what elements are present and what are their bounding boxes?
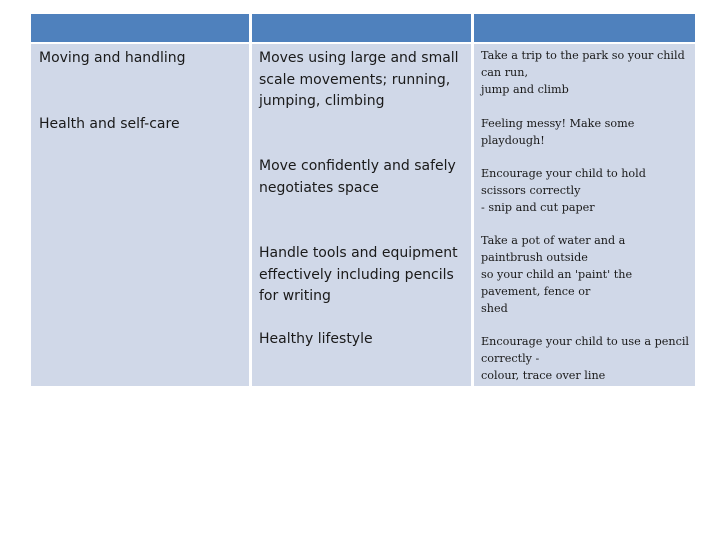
area-column-body [31,44,249,386]
activity-column-header [474,14,695,42]
skill-move-confidently: Move confidently and safely negotiates space [259,158,456,196]
skill-column-body [252,44,471,386]
activity-column-body [474,44,695,386]
activity-pencil: Encourage your child to use a pencil correctly - colour, trace over line [481,335,689,382]
area-health-self-care: Health and self-care [39,116,180,132]
activity-column [474,14,695,386]
skill-column-header [252,14,471,42]
skill-large-small-movements: Moves using large and small scale movements; running, jumping, climbing [259,50,459,109]
skill-healthy-lifestyle: Healthy lifestyle [259,331,373,347]
activity-paintbrush: Take a pot of water and a paintbrush outside so your child an 'paint' the pavement, fence or shed [481,234,633,315]
skill-column [252,14,471,386]
area-moving-handling: Moving and handling [39,50,186,66]
area-column-header [31,14,249,42]
area-column [31,14,249,386]
activity-park-trip: Take a trip to the park so your child can run, jump and climb [481,49,685,96]
skill-handle-tools: Handle tools and equipment effectively including pencils for writing [259,245,458,304]
activities-table [31,14,695,386]
activity-scissors: Encourage your child to hold scissors correctly - snip and cut paper [481,167,646,214]
activity-playdough: Feeling messy! Make some playdough! [481,117,635,147]
